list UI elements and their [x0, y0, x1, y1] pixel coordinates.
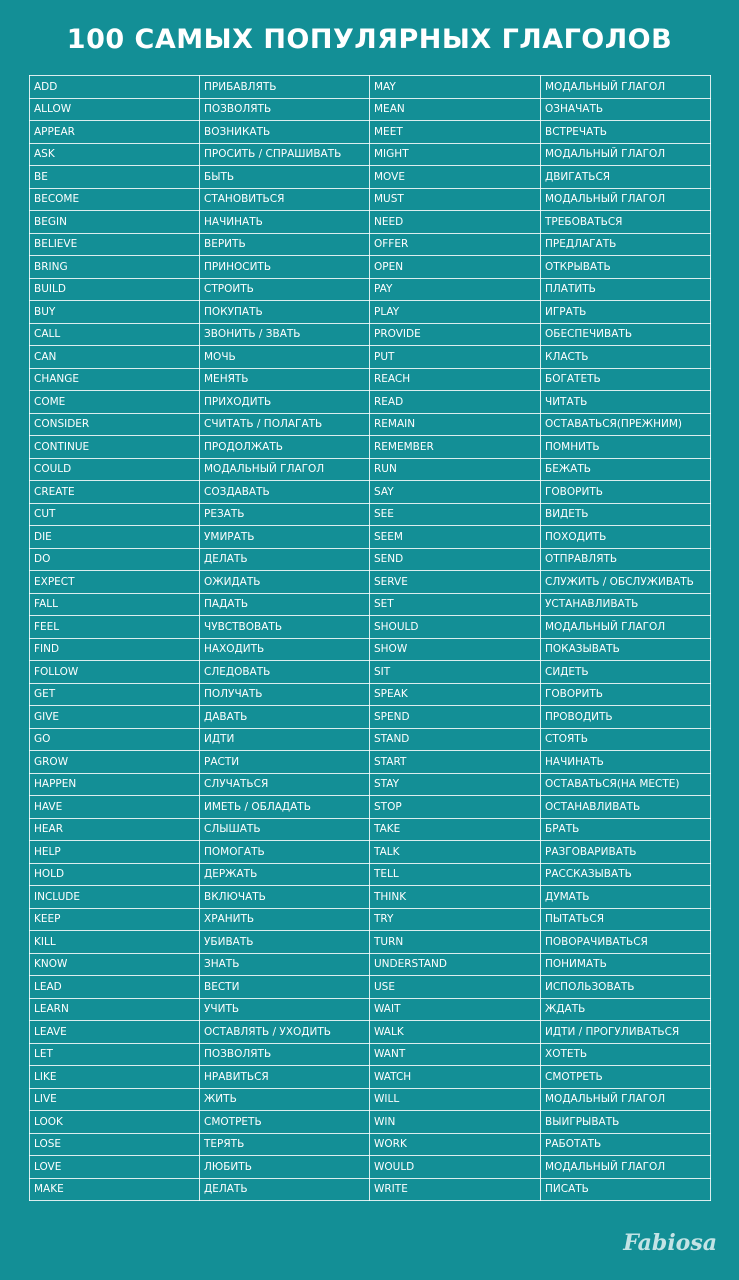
russian-translation-cell: МОДАЛЬНЫЙ ГЛАГОЛ	[541, 188, 711, 211]
russian-translation-cell: ЛЮБИТЬ	[200, 1156, 370, 1179]
english-verb-cell: CONTINUE	[30, 436, 200, 459]
table-row	[30, 1043, 711, 1066]
russian-translation-cell: СТАНОВИТЬСЯ	[200, 188, 370, 211]
english-verb-cell: CAN	[30, 346, 200, 369]
english-verb-cell: PLAY	[370, 301, 541, 324]
english-verb-cell: DO	[30, 548, 200, 571]
english-verb-cell: HAPPEN	[30, 773, 200, 796]
table-row	[30, 1021, 711, 1044]
english-verb-cell: LEAD	[30, 976, 200, 999]
russian-translation-cell: СЛУЧАТЬСЯ	[200, 773, 370, 796]
english-verb-cell: STAND	[370, 728, 541, 751]
table-row	[30, 683, 711, 706]
russian-translation-cell: ЖИТЬ	[200, 1088, 370, 1111]
english-verb-cell: WALK	[370, 1021, 541, 1044]
russian-translation-cell: ИДТИ / ПРОГУЛИВАТЬСЯ	[541, 1021, 711, 1044]
russian-translation-cell: ГОВОРИТЬ	[541, 481, 711, 504]
russian-translation-cell: ОЖИДАТЬ	[200, 571, 370, 594]
russian-translation-cell: ПОМНИТЬ	[541, 436, 711, 459]
english-verb-cell: RUN	[370, 458, 541, 481]
english-verb-cell: ALLOW	[30, 98, 200, 121]
russian-translation-cell: ОСТАВАТЬСЯ(НА МЕСТЕ)	[541, 773, 711, 796]
table-row	[30, 256, 711, 279]
russian-translation-cell: ДЕРЖАТЬ	[200, 863, 370, 886]
table-row	[30, 323, 711, 346]
russian-translation-cell: СЧИТАТЬ / ПОЛАГАТЬ	[200, 413, 370, 436]
russian-translation-cell: ДУМАТЬ	[541, 886, 711, 909]
russian-translation-cell: МОДАЛЬНЫЙ ГЛАГОЛ	[200, 458, 370, 481]
english-verb-cell: LIVE	[30, 1088, 200, 1111]
russian-translation-cell: ОЗНАЧАТЬ	[541, 98, 711, 121]
russian-translation-cell: НАХОДИТЬ	[200, 638, 370, 661]
table-row	[30, 796, 711, 819]
table-row	[30, 503, 711, 526]
english-verb-cell: OFFER	[370, 233, 541, 256]
russian-translation-cell: ХОТЕТЬ	[541, 1043, 711, 1066]
table-row	[30, 391, 711, 414]
russian-translation-cell: УМИРАТЬ	[200, 526, 370, 549]
russian-translation-cell: ПОЗВОЛЯТЬ	[200, 98, 370, 121]
table-row	[30, 1066, 711, 1089]
russian-translation-cell: РАЗГОВАРИВАТЬ	[541, 841, 711, 864]
russian-translation-cell: ОТПРАВЛЯТЬ	[541, 548, 711, 571]
russian-translation-cell: СИДЕТЬ	[541, 661, 711, 684]
russian-translation-cell: ПОКУПАТЬ	[200, 301, 370, 324]
english-verb-cell: UNDERSTAND	[370, 953, 541, 976]
english-verb-cell: FIND	[30, 638, 200, 661]
english-verb-cell: WRITE	[370, 1178, 541, 1201]
english-verb-cell: BUILD	[30, 278, 200, 301]
english-verb-cell: BUY	[30, 301, 200, 324]
table-row	[30, 1156, 711, 1179]
verbs-table	[29, 75, 711, 1201]
russian-translation-cell: ПРИХОДИТЬ	[200, 391, 370, 414]
english-verb-cell: BECOME	[30, 188, 200, 211]
table-row	[30, 346, 711, 369]
english-verb-cell: SHOW	[370, 638, 541, 661]
fabiosa-logo: Fabiosa	[623, 1230, 717, 1256]
russian-translation-cell: СЛЫШАТЬ	[200, 818, 370, 841]
table-row	[30, 233, 711, 256]
russian-translation-cell: СМОТРЕТЬ	[541, 1066, 711, 1089]
russian-translation-cell: МОДАЛЬНЫЙ ГЛАГОЛ	[541, 76, 711, 99]
table-row	[30, 188, 711, 211]
russian-translation-cell: ЗВОНИТЬ / ЗВАТЬ	[200, 323, 370, 346]
russian-translation-cell: ЧУВСТВОВАТЬ	[200, 616, 370, 639]
russian-translation-cell: ПОКАЗЫВАТЬ	[541, 638, 711, 661]
english-verb-cell: WOULD	[370, 1156, 541, 1179]
russian-translation-cell: ГОВОРИТЬ	[541, 683, 711, 706]
russian-translation-cell: РЕЗАТЬ	[200, 503, 370, 526]
russian-translation-cell: ОТКРЫВАТЬ	[541, 256, 711, 279]
english-verb-cell: REMAIN	[370, 413, 541, 436]
russian-translation-cell: ДЕЛАТЬ	[200, 1178, 370, 1201]
english-verb-cell: ADD	[30, 76, 200, 99]
english-verb-cell: TURN	[370, 931, 541, 954]
english-verb-cell: MAY	[370, 76, 541, 99]
english-verb-cell: TAKE	[370, 818, 541, 841]
russian-translation-cell: БОГАТЕТЬ	[541, 368, 711, 391]
english-verb-cell: SET	[370, 593, 541, 616]
russian-translation-cell: ПРОВОДИТЬ	[541, 706, 711, 729]
table-row	[30, 278, 711, 301]
english-verb-cell: KILL	[30, 931, 200, 954]
table-row	[30, 121, 711, 144]
russian-translation-cell: ОСТАВЛЯТЬ / УХОДИТЬ	[200, 1021, 370, 1044]
english-verb-cell: SPEND	[370, 706, 541, 729]
table-row	[30, 211, 711, 234]
russian-translation-cell: МОЧЬ	[200, 346, 370, 369]
russian-translation-cell: ОБЕСПЕЧИВАТЬ	[541, 323, 711, 346]
russian-translation-cell: СЛЕДОВАТЬ	[200, 661, 370, 684]
english-verb-cell: APPEAR	[30, 121, 200, 144]
english-verb-cell: STOP	[370, 796, 541, 819]
table-row	[30, 436, 711, 459]
russian-translation-cell: БЕЖАТЬ	[541, 458, 711, 481]
english-verb-cell: USE	[370, 976, 541, 999]
table-row	[30, 458, 711, 481]
english-verb-cell: LET	[30, 1043, 200, 1066]
english-verb-cell: FALL	[30, 593, 200, 616]
russian-translation-cell: ОСТАВАТЬСЯ(ПРЕЖНИМ)	[541, 413, 711, 436]
russian-translation-cell: ПОЗВОЛЯТЬ	[200, 1043, 370, 1066]
table-row	[30, 481, 711, 504]
english-verb-cell: TALK	[370, 841, 541, 864]
russian-translation-cell: ПОХОДИТЬ	[541, 526, 711, 549]
russian-translation-cell: НАЧИНАТЬ	[541, 751, 711, 774]
english-verb-cell: GET	[30, 683, 200, 706]
russian-translation-cell: ДАВАТЬ	[200, 706, 370, 729]
russian-translation-cell: ПОНИМАТЬ	[541, 953, 711, 976]
english-verb-cell: WIN	[370, 1111, 541, 1134]
english-verb-cell: CHANGE	[30, 368, 200, 391]
table-row	[30, 998, 711, 1021]
table-row	[30, 368, 711, 391]
russian-translation-cell: ИСПОЛЬЗОВАТЬ	[541, 976, 711, 999]
english-verb-cell: WATCH	[370, 1066, 541, 1089]
english-verb-cell: WAIT	[370, 998, 541, 1021]
english-verb-cell: GIVE	[30, 706, 200, 729]
russian-translation-cell: СТОЯТЬ	[541, 728, 711, 751]
table-row	[30, 143, 711, 166]
russian-translation-cell: МОДАЛЬНЫЙ ГЛАГОЛ	[541, 143, 711, 166]
russian-translation-cell: ДВИГАТЬСЯ	[541, 166, 711, 189]
english-verb-cell: SHOULD	[370, 616, 541, 639]
english-verb-cell: SAY	[370, 481, 541, 504]
russian-translation-cell: МЕНЯТЬ	[200, 368, 370, 391]
russian-translation-cell: МОДАЛЬНЫЙ ГЛАГОЛ	[541, 616, 711, 639]
english-verb-cell: MUST	[370, 188, 541, 211]
table-row	[30, 1111, 711, 1134]
table-row	[30, 751, 711, 774]
english-verb-cell: MEAN	[370, 98, 541, 121]
table-row	[30, 863, 711, 886]
english-verb-cell: LOSE	[30, 1133, 200, 1156]
russian-translation-cell: ИГРАТЬ	[541, 301, 711, 324]
table-row	[30, 76, 711, 99]
russian-translation-cell: МОДАЛЬНЫЙ ГЛАГОЛ	[541, 1156, 711, 1179]
table-row	[30, 818, 711, 841]
russian-translation-cell: ПЛАТИТЬ	[541, 278, 711, 301]
table-row	[30, 1133, 711, 1156]
table-row	[30, 548, 711, 571]
table-row	[30, 526, 711, 549]
english-verb-cell: GO	[30, 728, 200, 751]
english-verb-cell: PUT	[370, 346, 541, 369]
english-verb-cell: INCLUDE	[30, 886, 200, 909]
table-row	[30, 616, 711, 639]
russian-translation-cell: ВЕСТИ	[200, 976, 370, 999]
table-row	[30, 1088, 711, 1111]
english-verb-cell: NEED	[370, 211, 541, 234]
english-verb-cell: FOLLOW	[30, 661, 200, 684]
english-verb-cell: REMEMBER	[370, 436, 541, 459]
table-row	[30, 886, 711, 909]
english-verb-cell: GROW	[30, 751, 200, 774]
russian-translation-cell: ПРОСИТЬ / СПРАШИВАТЬ	[200, 143, 370, 166]
russian-translation-cell: БЫТЬ	[200, 166, 370, 189]
russian-translation-cell: ВСТРЕЧАТЬ	[541, 121, 711, 144]
russian-translation-cell: СМОТРЕТЬ	[200, 1111, 370, 1134]
english-verb-cell: SEEM	[370, 526, 541, 549]
table-row	[30, 953, 711, 976]
table-row	[30, 98, 711, 121]
table-row	[30, 1178, 711, 1201]
russian-translation-cell: ВЕРИТЬ	[200, 233, 370, 256]
english-verb-cell: CREATE	[30, 481, 200, 504]
english-verb-cell: MOVE	[370, 166, 541, 189]
russian-translation-cell: ВЫИГРЫВАТЬ	[541, 1111, 711, 1134]
russian-translation-cell: ПРЕДЛАГАТЬ	[541, 233, 711, 256]
english-verb-cell: CONSIDER	[30, 413, 200, 436]
russian-translation-cell: ПИСАТЬ	[541, 1178, 711, 1201]
russian-translation-cell: ДЕЛАТЬ	[200, 548, 370, 571]
russian-translation-cell: ТРЕБОВАТЬСЯ	[541, 211, 711, 234]
english-verb-cell: ASK	[30, 143, 200, 166]
russian-translation-cell: ВОЗНИКАТЬ	[200, 121, 370, 144]
english-verb-cell: MEET	[370, 121, 541, 144]
english-verb-cell: BRING	[30, 256, 200, 279]
english-verb-cell: BEGIN	[30, 211, 200, 234]
english-verb-cell: LEAVE	[30, 1021, 200, 1044]
english-verb-cell: TRY	[370, 908, 541, 931]
english-verb-cell: PROVIDE	[370, 323, 541, 346]
russian-translation-cell: ПОЛУЧАТЬ	[200, 683, 370, 706]
english-verb-cell: CALL	[30, 323, 200, 346]
russian-translation-cell: ВКЛЮЧАТЬ	[200, 886, 370, 909]
russian-translation-cell: РАБОТАТЬ	[541, 1133, 711, 1156]
table-row	[30, 908, 711, 931]
english-verb-cell: COME	[30, 391, 200, 414]
russian-translation-cell: ПРИБАВЛЯТЬ	[200, 76, 370, 99]
russian-translation-cell: УБИВАТЬ	[200, 931, 370, 954]
russian-translation-cell: ЧИТАТЬ	[541, 391, 711, 414]
russian-translation-cell: СЛУЖИТЬ / ОБСЛУЖИВАТЬ	[541, 571, 711, 594]
english-verb-cell: SPEAK	[370, 683, 541, 706]
english-verb-cell: MAKE	[30, 1178, 200, 1201]
english-verb-cell: START	[370, 751, 541, 774]
english-verb-cell: LOVE	[30, 1156, 200, 1179]
russian-translation-cell: ТЕРЯТЬ	[200, 1133, 370, 1156]
english-verb-cell: READ	[370, 391, 541, 414]
english-verb-cell: LOOK	[30, 1111, 200, 1134]
english-verb-cell: MIGHT	[370, 143, 541, 166]
russian-translation-cell: СОЗДАВАТЬ	[200, 481, 370, 504]
english-verb-cell: REACH	[370, 368, 541, 391]
english-verb-cell: WILL	[370, 1088, 541, 1111]
english-verb-cell: KEEP	[30, 908, 200, 931]
russian-translation-cell: НАЧИНАТЬ	[200, 211, 370, 234]
russian-translation-cell: ВИДЕТЬ	[541, 503, 711, 526]
english-verb-cell: CUT	[30, 503, 200, 526]
english-verb-cell: BE	[30, 166, 200, 189]
russian-translation-cell: ПРИНОСИТЬ	[200, 256, 370, 279]
english-verb-cell: PAY	[370, 278, 541, 301]
table-row	[30, 728, 711, 751]
english-verb-cell: WANT	[370, 1043, 541, 1066]
russian-translation-cell: ПАДАТЬ	[200, 593, 370, 616]
english-verb-cell: HOLD	[30, 863, 200, 886]
english-verb-cell: SEE	[370, 503, 541, 526]
russian-translation-cell: ПОМОГАТЬ	[200, 841, 370, 864]
page-title: 100 САМЫХ ПОПУЛЯРНЫХ ГЛАГОЛОВ	[66, 24, 673, 55]
russian-translation-cell: ПРОДОЛЖАТЬ	[200, 436, 370, 459]
table-row	[30, 976, 711, 999]
english-verb-cell: DIE	[30, 526, 200, 549]
russian-translation-cell: МОДАЛЬНЫЙ ГЛАГОЛ	[541, 1088, 711, 1111]
english-verb-cell: HAVE	[30, 796, 200, 819]
table-row	[30, 413, 711, 436]
english-verb-cell: THINK	[370, 886, 541, 909]
table-row	[30, 301, 711, 324]
table-row	[30, 931, 711, 954]
table-row	[30, 661, 711, 684]
table-row	[30, 706, 711, 729]
russian-translation-cell: ПОВОРАЧИВАТЬСЯ	[541, 931, 711, 954]
russian-translation-cell: РАССКАЗЫВАТЬ	[541, 863, 711, 886]
english-verb-cell: KNOW	[30, 953, 200, 976]
english-verb-cell: WORK	[370, 1133, 541, 1156]
table-row	[30, 593, 711, 616]
russian-translation-cell: УСТАНАВЛИВАТЬ	[541, 593, 711, 616]
english-verb-cell: LEARN	[30, 998, 200, 1021]
english-verb-cell: STAY	[370, 773, 541, 796]
english-verb-cell: SERVE	[370, 571, 541, 594]
russian-translation-cell: ПЫТАТЬСЯ	[541, 908, 711, 931]
russian-translation-cell: РАСТИ	[200, 751, 370, 774]
russian-translation-cell: ОСТАНАВЛИВАТЬ	[541, 796, 711, 819]
table-row	[30, 841, 711, 864]
english-verb-cell: COULD	[30, 458, 200, 481]
english-verb-cell: HELP	[30, 841, 200, 864]
russian-translation-cell: СТРОИТЬ	[200, 278, 370, 301]
russian-translation-cell: БРАТЬ	[541, 818, 711, 841]
russian-translation-cell: УЧИТЬ	[200, 998, 370, 1021]
verbs-table-body	[30, 76, 711, 1201]
table-row	[30, 638, 711, 661]
table-row	[30, 571, 711, 594]
russian-translation-cell: ЖДАТЬ	[541, 998, 711, 1021]
table-row	[30, 166, 711, 189]
english-verb-cell: OPEN	[370, 256, 541, 279]
english-verb-cell: BELIEVE	[30, 233, 200, 256]
russian-translation-cell: ИМЕТЬ / ОБЛАДАТЬ	[200, 796, 370, 819]
english-verb-cell: EXPECT	[30, 571, 200, 594]
russian-translation-cell: ЗНАТЬ	[200, 953, 370, 976]
english-verb-cell: FEEL	[30, 616, 200, 639]
english-verb-cell: HEAR	[30, 818, 200, 841]
table-row	[30, 773, 711, 796]
russian-translation-cell: ИДТИ	[200, 728, 370, 751]
english-verb-cell: SEND	[370, 548, 541, 571]
english-verb-cell: LIKE	[30, 1066, 200, 1089]
english-verb-cell: TELL	[370, 863, 541, 886]
russian-translation-cell: НРАВИТЬСЯ	[200, 1066, 370, 1089]
english-verb-cell: SIT	[370, 661, 541, 684]
russian-translation-cell: ХРАНИТЬ	[200, 908, 370, 931]
russian-translation-cell: КЛАСТЬ	[541, 346, 711, 369]
